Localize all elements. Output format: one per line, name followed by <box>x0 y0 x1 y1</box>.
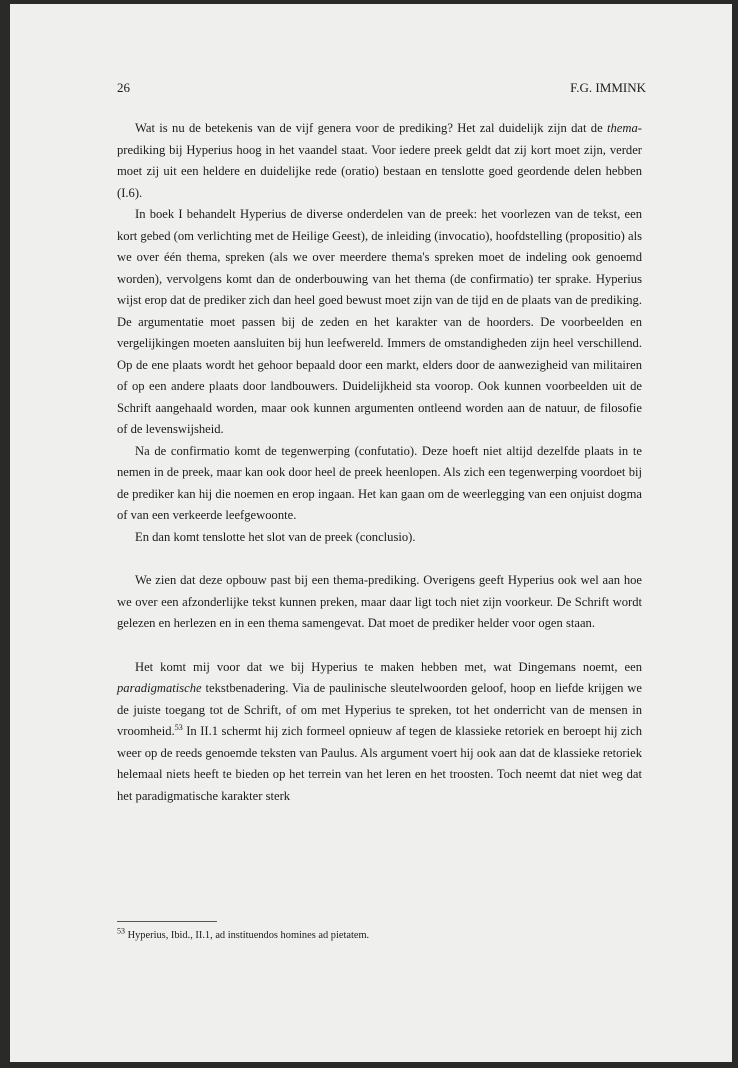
paragraph-5: We zien dat deze opbouw past bij een thema-prediking. Overigens geeft Hyperius ook wel aan hoe we over een afzonderlijke tekst kunnen preken, maar daar ligt toch niet zijn voorkeur. De Schrift wordt gelezen en herlezen en in een thema samengevat. Dat moet de prediker helder voor ogen staan. <box>117 573 642 630</box>
section-gap <box>117 548 642 570</box>
section-gap <box>117 635 642 657</box>
body-text <box>117 118 642 807</box>
paragraph-2: In boek I behandelt Hyperius de diverse onderdelen van de preek: het voorlezen van de tekst, een kort gebed (om verlichting met de Heilige Geest), de inleiding (invocatio), hoofdstelling (propositio) als we over één thema, spreken (als we over meerdere thema's spreken moet de indeling ook genoemd worden), vervolgens komt dan de onderbouwing van het thema (de confirmatio) ter sprake. Hyperius wijst erop dat de prediker zich dan heel goed bewust moet zijn van de tijd en de plaats van de prediking. De argumentatie moet passen bij de zeden en het karakter van de hoorders. De voorbeelden en vergelijkingen moeten aansluiten bij hun leefwereld. Immers de omstandigheden zijn heel verschillend. Op de ene plaats wordt het gehoor bepaald door een markt, elders door de aanwezigheid van militairen of op een andere plaats door landbouwers. Duidelijkheid sta voorop. Ook kunnen voorbeelden uit de Schrift aangehaald worden, maar ook kunnen argumenten ontleend worden aan de natuur, de filosofie of de levenswijsheid. <box>117 207 642 436</box>
book-page <box>10 4 732 1062</box>
footnote-text: Hyperius, Ibid., II.1, ad instituendos homines ad pietatem. <box>125 930 370 941</box>
paragraph-1: Wat is nu de betekenis van de vijf genera voor de prediking? Het zal duidelijk zijn dat de thema-prediking bij Hyperius hoog in het vaandel staat. Voor iedere preek geldt dat zij kort moet zijn, verder moet zij uit een heldere en duidelijke rede (oratio) bestaan en tenslotte goed geordende delen hebben (I.6). <box>117 121 642 200</box>
running-head: F.G. IMMINK <box>570 80 646 95</box>
page-header <box>117 80 646 96</box>
footnote-separator <box>117 921 217 922</box>
paragraph-6: Het komt mij voor dat we bij Hyperius te maken hebben met, wat Dingemans noemt, een paradigmatische tekstbenadering. Via de paulinische sleutelwoorden geloof, hoop en liefde krijgen we de juiste toegang tot de Schrift, of om met Hyperius te spreken, tot het onderricht van de mensen in vroomheid.$^{53}$ In II.1 schermt hij zich formeel opnieuw af tegen de klassieke retoriek en beroept hij zich weer op de reeds genoemde teksten van Paulus. Als argument voert hij ook aan dat de klassieke retoriek helemaal niets heeft te bieden op het terrein van het leren en het troosten. Toch neemt dat niet weg dat het paradigmatische karakter sterk <box>117 659 642 803</box>
footnote <box>117 926 642 943</box>
paragraph-3: Na de confirmatio komt de tegenwerping (confutatio). Deze hoeft niet altijd dezelfde plaats in te nemen in de preek, maar kan ook door heel de preek heenlopen. Als zich een tegenwerping voordoet bij de prediker kan hij die noemen en erop ingaan. Het kan gaan om de weerlegging van een onjuist dogma of van een verkeerde leefgewoonte. <box>117 443 642 522</box>
emphasis-thema: thema <box>607 121 638 135</box>
page-number: 26 <box>117 80 130 95</box>
footnote-reference[interactable]: 53 <box>174 722 183 732</box>
emphasis-paradigmatische: paradigmatische <box>117 681 202 695</box>
paragraph-4: En dan komt tenslotte het slot van de preek (conclusio). <box>135 529 416 544</box>
footnote-number: 53 <box>117 926 125 936</box>
